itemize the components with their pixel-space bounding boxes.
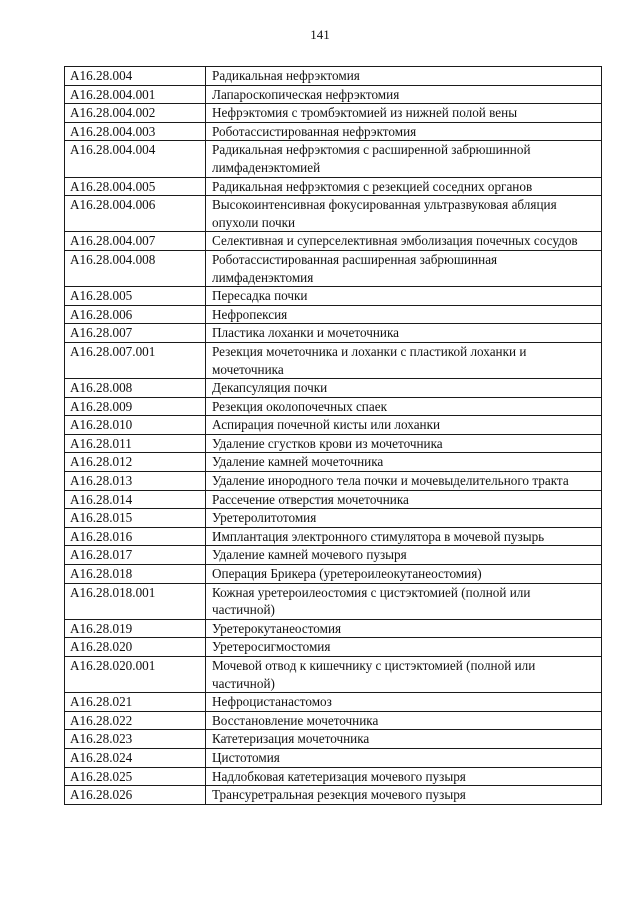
procedure-name-cell: Мочевой отвод к кишечнику с цистэктомией (полной или частичной)	[206, 657, 602, 693]
procedure-name-cell: Роботассистированная расширенная забрюшинная лимфаденэктомия	[206, 250, 602, 286]
procedure-code-cell: А16.28.007.001	[65, 342, 206, 378]
procedure-code-cell: А16.28.021	[65, 693, 206, 712]
table-row	[65, 509, 602, 528]
procedure-name-cell: Имплантация электронного стимулятора в мочевой пузырь	[206, 527, 602, 546]
table-row	[65, 472, 602, 491]
procedure-code-cell: А16.28.004.007	[65, 232, 206, 251]
procedure-name-cell: Удаление камней мочевого пузыря	[206, 546, 602, 565]
procedure-name-cell: Пластика лоханки и мочеточника	[206, 324, 602, 343]
procedure-code-cell: А16.28.025	[65, 767, 206, 786]
table-row	[65, 638, 602, 657]
procedure-code-cell: А16.28.018	[65, 565, 206, 584]
procedure-code-cell: А16.28.022	[65, 711, 206, 730]
table-row	[65, 416, 602, 435]
table-row	[65, 104, 602, 123]
procedure-code-cell: А16.28.010	[65, 416, 206, 435]
procedure-name-cell: Катетеризация мочеточника	[206, 730, 602, 749]
table-row	[65, 730, 602, 749]
procedure-name-cell: Уретеролитотомия	[206, 509, 602, 528]
table-row	[65, 527, 602, 546]
procedure-code-cell: А16.28.017	[65, 546, 206, 565]
procedure-name-cell: Пересадка почки	[206, 287, 602, 306]
table-row	[65, 141, 602, 177]
procedure-name-cell: Кожная уретероилеостомия с цистэктомией (полной или частичной)	[206, 583, 602, 619]
procedure-code-cell: А16.28.004.001	[65, 85, 206, 104]
table-row	[65, 693, 602, 712]
procedure-name-cell: Уретерокутанеостомия	[206, 619, 602, 638]
procedure-name-cell: Операция Брикера (уретероилеокутанеостомия)	[206, 565, 602, 584]
procedure-name-cell: Нефрэктомия с тромбэктомией из нижней полой вены	[206, 104, 602, 123]
table-row	[65, 397, 602, 416]
table-row	[65, 711, 602, 730]
procedure-code-cell: А16.28.026	[65, 786, 206, 805]
procedure-name-cell: Рассечение отверстия мочеточника	[206, 490, 602, 509]
procedure-name-cell: Удаление камней мочеточника	[206, 453, 602, 472]
procedure-code-cell: А16.28.004.005	[65, 177, 206, 196]
procedure-name-cell: Уретеросигмостомия	[206, 638, 602, 657]
procedure-name-cell: Резекция околопочечных спаек	[206, 397, 602, 416]
procedure-name-cell: Удаление инородного тела почки и мочевыделительного тракта	[206, 472, 602, 491]
procedure-name-cell: Высокоинтенсивная фокусированная ультразвуковая абляция опухоли почки	[206, 196, 602, 232]
procedure-code-cell: А16.28.004.006	[65, 196, 206, 232]
table-row	[65, 748, 602, 767]
table-row	[65, 490, 602, 509]
table-row	[65, 250, 602, 286]
table-row	[65, 546, 602, 565]
table-body	[65, 67, 602, 805]
procedure-name-cell: Трансуретральная резекция мочевого пузыря	[206, 786, 602, 805]
procedure-name-cell: Надлобковая катетеризация мочевого пузыря	[206, 767, 602, 786]
table-row	[65, 767, 602, 786]
table-row	[65, 122, 602, 141]
procedure-code-cell: А16.28.015	[65, 509, 206, 528]
procedure-codes-table	[64, 66, 602, 805]
table-row	[65, 85, 602, 104]
procedure-name-cell: Резекция мочеточника и лоханки с пластикой лоханки и мочеточника	[206, 342, 602, 378]
table-row	[65, 565, 602, 584]
procedure-code-cell: А16.28.009	[65, 397, 206, 416]
procedure-code-cell: А16.28.019	[65, 619, 206, 638]
procedure-name-cell: Селективная и суперселективная эмболизация почечных сосудов	[206, 232, 602, 251]
table-row	[65, 583, 602, 619]
procedure-name-cell: Лапароскопическая нефрэктомия	[206, 85, 602, 104]
procedure-name-cell: Аспирация почечной кисты или лоханки	[206, 416, 602, 435]
page-number: 141	[310, 27, 330, 42]
table-row	[65, 67, 602, 86]
procedure-code-cell: А16.28.004	[65, 67, 206, 86]
procedure-code-cell: А16.28.020.001	[65, 657, 206, 693]
procedure-name-cell: Роботассистированная нефрэктомия	[206, 122, 602, 141]
procedure-name-cell: Нефропексия	[206, 305, 602, 324]
table-row	[65, 287, 602, 306]
table-row	[65, 342, 602, 378]
procedure-code-cell: А16.28.004.003	[65, 122, 206, 141]
procedure-name-cell: Радикальная нефрэктомия с расширенной забрюшинной лимфаденэктомией	[206, 141, 602, 177]
procedure-name-cell: Удаление сгустков крови из мочеточника	[206, 434, 602, 453]
procedure-code-cell: А16.28.018.001	[65, 583, 206, 619]
procedure-code-cell: А16.28.005	[65, 287, 206, 306]
table-row	[65, 177, 602, 196]
procedure-code-cell: А16.28.008	[65, 379, 206, 398]
procedure-code-cell: А16.28.004.008	[65, 250, 206, 286]
table-row	[65, 196, 602, 232]
procedure-name-cell: Нефроцистанастомоз	[206, 693, 602, 712]
table-row	[65, 324, 602, 343]
table-row	[65, 619, 602, 638]
procedure-code-cell: А16.28.012	[65, 453, 206, 472]
procedure-code-cell: А16.28.004.004	[65, 141, 206, 177]
procedure-code-cell: А16.28.024	[65, 748, 206, 767]
procedure-code-cell: А16.28.007	[65, 324, 206, 343]
procedure-code-cell: А16.28.020	[65, 638, 206, 657]
procedure-code-cell: А16.28.023	[65, 730, 206, 749]
procedure-code-cell: А16.28.004.002	[65, 104, 206, 123]
table-row	[65, 305, 602, 324]
procedure-name-cell: Декапсуляция почки	[206, 379, 602, 398]
procedure-code-cell: А16.28.013	[65, 472, 206, 491]
table-row	[65, 232, 602, 251]
table-row	[65, 786, 602, 805]
table-row	[65, 453, 602, 472]
procedure-name-cell: Радикальная нефрэктомия	[206, 67, 602, 86]
procedure-code-cell: А16.28.016	[65, 527, 206, 546]
table-row	[65, 434, 602, 453]
procedure-name-cell: Радикальная нефрэктомия с резекцией соседних органов	[206, 177, 602, 196]
table-row	[65, 379, 602, 398]
procedure-name-cell: Цистотомия	[206, 748, 602, 767]
table-row	[65, 657, 602, 693]
procedure-name-cell: Восстановление мочеточника	[206, 711, 602, 730]
procedure-code-cell: А16.28.011	[65, 434, 206, 453]
procedure-code-cell: А16.28.006	[65, 305, 206, 324]
procedure-code-cell: А16.28.014	[65, 490, 206, 509]
